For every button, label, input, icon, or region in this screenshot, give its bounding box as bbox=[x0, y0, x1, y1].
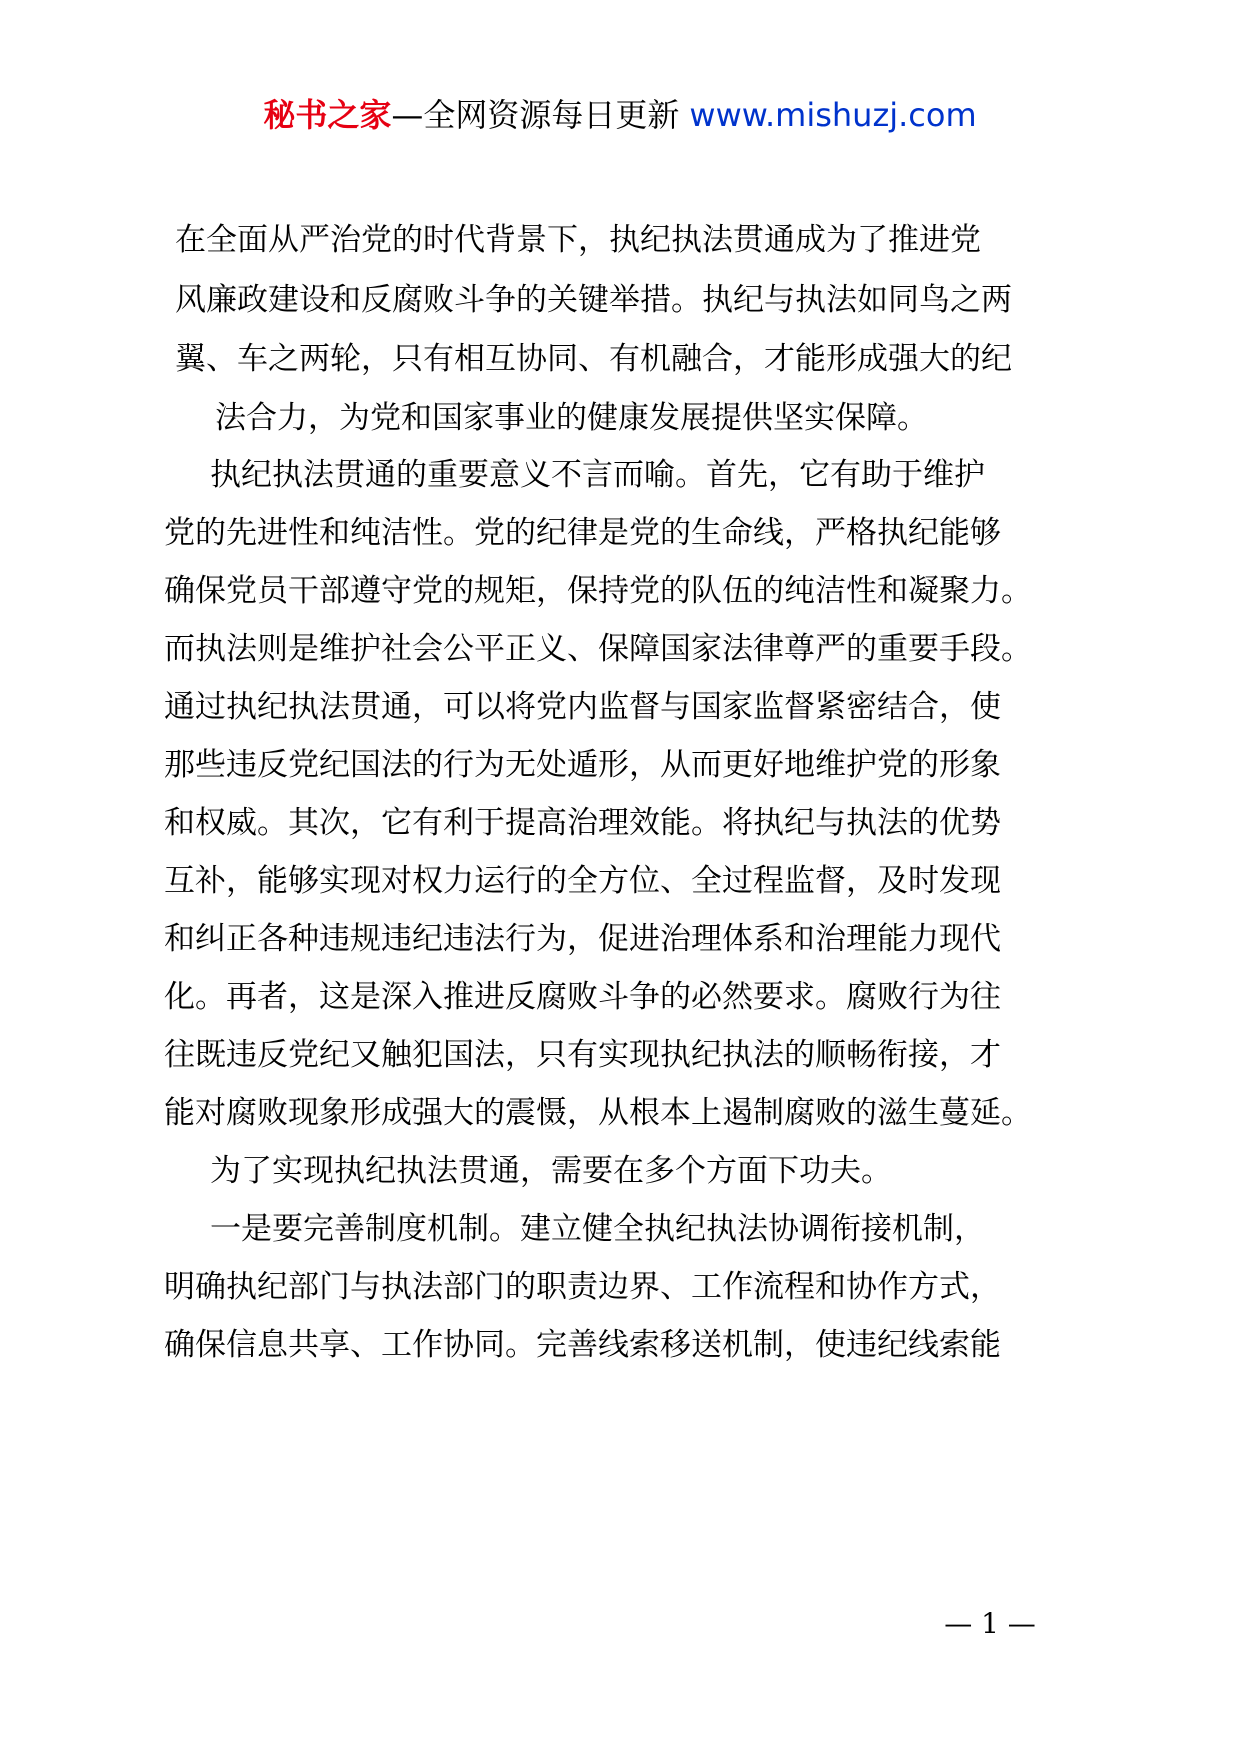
body-line: 而执法则是维护社会公平正义、保障国家法律尊严的重要手段。 bbox=[164, 631, 1032, 667]
site-url-link[interactable]: www.mishuzj.com bbox=[689, 96, 977, 134]
body-line: 为了实现执纪执法贯通，需要在多个方面下功夫。 bbox=[210, 1153, 892, 1189]
body-line: 明确执纪部门与执法部门的职责边界、工作流程和协作方式， bbox=[164, 1269, 1001, 1305]
body-line: 和权威。其次，它有利于提高治理效能。将执纪与执法的优势 bbox=[164, 805, 1001, 841]
body-line: 确保信息共享、工作协同。完善线索移送机制，使违纪线索能 bbox=[164, 1327, 1001, 1363]
body-line: 通过执纪执法贯通，可以将党内监督与国家监督紧密结合，使 bbox=[164, 689, 1001, 725]
site-brand: 秘书之家 bbox=[263, 96, 392, 134]
body-line: 那些违反党纪国法的行为无处遁形，从而更好地维护党的形象 bbox=[164, 747, 1001, 783]
intro-line: 风廉政建设和反腐败斗争的关键举措。执纪与执法如同鸟之两 bbox=[175, 282, 1012, 318]
intro-line: 在全面从严治党的时代背景下，执纪执法贯通成为了推进党 bbox=[175, 222, 981, 258]
intro-line: 法合力，为党和国家事业的健康发展提供坚实保障。 bbox=[215, 400, 928, 436]
body-line: 执纪执法贯通的重要意义不言而喻。首先，它有助于维护 bbox=[210, 457, 985, 493]
body-line: 互补，能够实现对权力运行的全方位、全过程监督，及时发现 bbox=[164, 863, 1001, 899]
body-line: 往既违反党纪又触犯国法，只有实现执纪执法的顺畅衔接，才 bbox=[164, 1037, 1001, 1073]
body-line: 确保党员干部遵守党的规矩，保持党的队伍的纯洁性和凝聚力。 bbox=[164, 573, 1032, 609]
intro-line: 翼、车之两轮，只有相互协同、有机融合，才能形成强大的纪 bbox=[175, 341, 1012, 377]
body-line: 党的先进性和纯洁性。党的纪律是党的生命线，严格执纪能够 bbox=[164, 515, 1001, 551]
page-number: — 1 — bbox=[944, 1607, 1036, 1640]
body-line: 化。再者，这是深入推进反腐败斗争的必然要求。腐败行为往 bbox=[164, 979, 1001, 1015]
site-header bbox=[0, 95, 1240, 135]
body-line: 和纠正各种违规违纪违法行为，促进治理体系和治理能力现代 bbox=[164, 921, 1001, 957]
site-slogan: —全网资源每日更新 bbox=[391, 96, 680, 134]
body-line: 能对腐败现象形成强大的震慑，从根本上遏制腐败的滋生蔓延。 bbox=[164, 1095, 1032, 1131]
body-line: 一是要完善制度机制。建立健全执纪执法协调衔接机制， bbox=[210, 1211, 985, 1247]
